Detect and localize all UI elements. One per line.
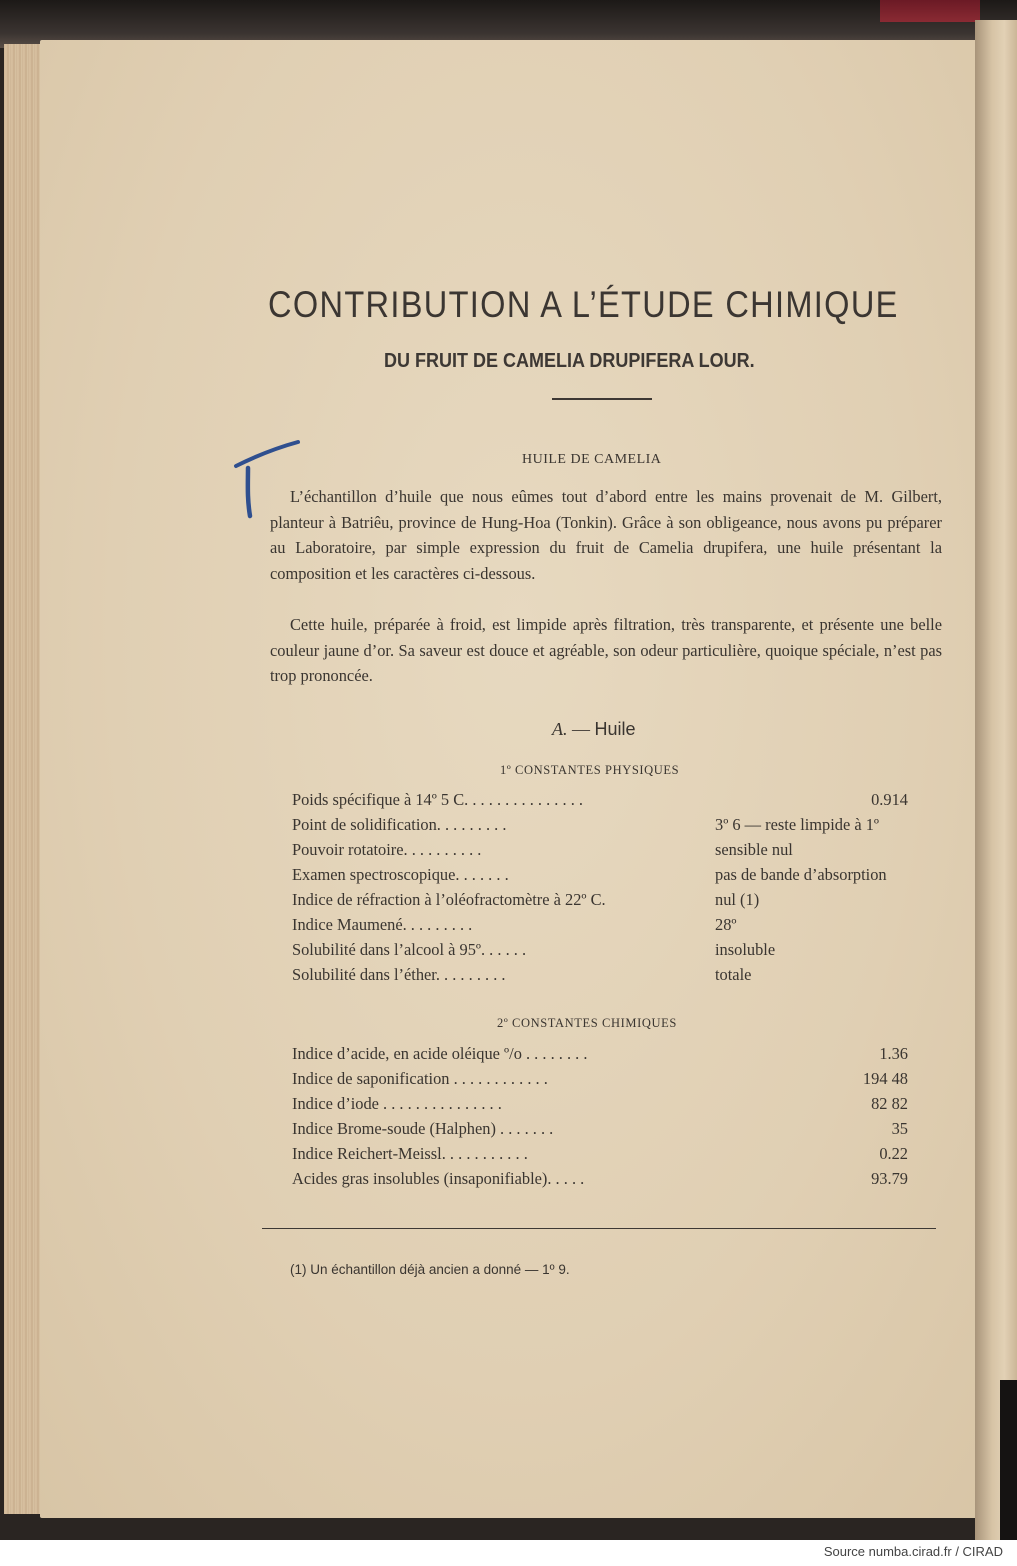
row-label: Solubilité dans l’alcool à 95º. . . . . .: [292, 940, 527, 959]
gutter-shadow: [1000, 1380, 1017, 1540]
row-label: Examen spectroscopique. . . . . . .: [292, 865, 509, 884]
title-divider: [552, 398, 652, 400]
row-label: Poids spécifique à 14º 5 C. . . . . . . . . . . . . . .: [292, 790, 583, 809]
row-value: 3º 6 — reste limpide à 1º: [715, 815, 880, 834]
row-label: Acides gras insolubles (insaponifiable). . . . .: [292, 1169, 585, 1188]
row-value: 194 48: [862, 1069, 908, 1088]
row-label: Indice Maumené. . . . . . . . .: [292, 915, 473, 934]
paragraph-2: Cette huile, préparée à froid, est limpide après filtration, très transparente, et présente une belle couleur jaune d’or. Sa saveur est douce et agréable, son odeur particulière, quoique spéciale, n’est pas trop prononcée.: [270, 615, 942, 685]
row-label: Pouvoir rotatoire. . . . . . . . . .: [292, 840, 482, 859]
page-subtitle: DU FRUIT DE CAMELIA DRUPIFERA LOUR.: [384, 350, 755, 372]
row-value: sensible nul: [715, 840, 793, 859]
subsection-word: Huile: [594, 719, 636, 739]
source-credit: Source numba.cirad.fr / CIRAD: [823, 1544, 1003, 1559]
row-value: 28º: [715, 915, 737, 934]
row-value: 1.36: [879, 1044, 908, 1063]
subsection-dash: —: [567, 719, 595, 739]
footnote-divider: [262, 1228, 936, 1229]
subsection-a-heading: [552, 719, 636, 740]
binding-ribbon: [880, 0, 980, 22]
row-label: Indice de réfraction à l’oléofractomètre à 22º C.: [292, 890, 606, 909]
row-label: Indice Brome-soude (Halphen) . . . . . . .: [292, 1119, 554, 1138]
page-gutter: [975, 20, 1017, 1540]
row-value: 93.79: [871, 1169, 908, 1188]
document-page: [40, 40, 995, 1518]
row-value: pas de bande d’absorption: [715, 865, 887, 884]
row-label: Point de solidification. . . . . . . . .: [292, 815, 507, 834]
chemical-constants-heading: 2º CONSTANTES CHIMIQUES: [497, 1016, 677, 1030]
footnote: (1) Un échantillon déjà ancien a donné — 1º 9.: [290, 1262, 570, 1277]
row-value: 82 82: [871, 1094, 908, 1113]
row-value: nul (1): [715, 890, 760, 909]
section-heading: HUILE DE CAMELIA: [522, 452, 662, 467]
row-label: Indice d’acide, en acide oléique º/o . . . . . . . .: [292, 1044, 588, 1063]
row-value: 0.22: [879, 1144, 908, 1163]
row-value: 35: [891, 1119, 908, 1138]
subsection-letter: A.: [552, 719, 568, 739]
page-edges: [4, 44, 44, 1514]
row-label: Indice de saponification . . . . . . . . . . . .: [292, 1069, 548, 1088]
row-label: Indice Reichert-Meissl. . . . . . . . . . .: [292, 1144, 528, 1163]
row-value: insoluble: [715, 940, 776, 959]
row-value: totale: [715, 965, 752, 984]
row-label: Solubilité dans l’éther. . . . . . . . .: [292, 965, 506, 984]
physical-constants-heading: 1º CONSTANTES PHYSIQUES: [500, 763, 680, 777]
row-value: 0.914: [871, 790, 908, 809]
paragraph-1: L’échantillon d’huile que nous eûmes tout d’abord entre les mains provenait de M. Gilbert, planteur à Batriêu, province de Hung-Hoa (Tonkin). Grâce à son obligeance, nous avons pu préparer au Laboratoire, par simple expression du fruit de Camelia drupifera, une huile présentant la composition et les caractères ci-dessous.: [270, 487, 942, 583]
page-title: CONTRIBUTION A L’ÉTUDE CHIMIQUE: [268, 284, 899, 325]
row-label: Indice d’iode . . . . . . . . . . . . . . .: [292, 1094, 502, 1113]
